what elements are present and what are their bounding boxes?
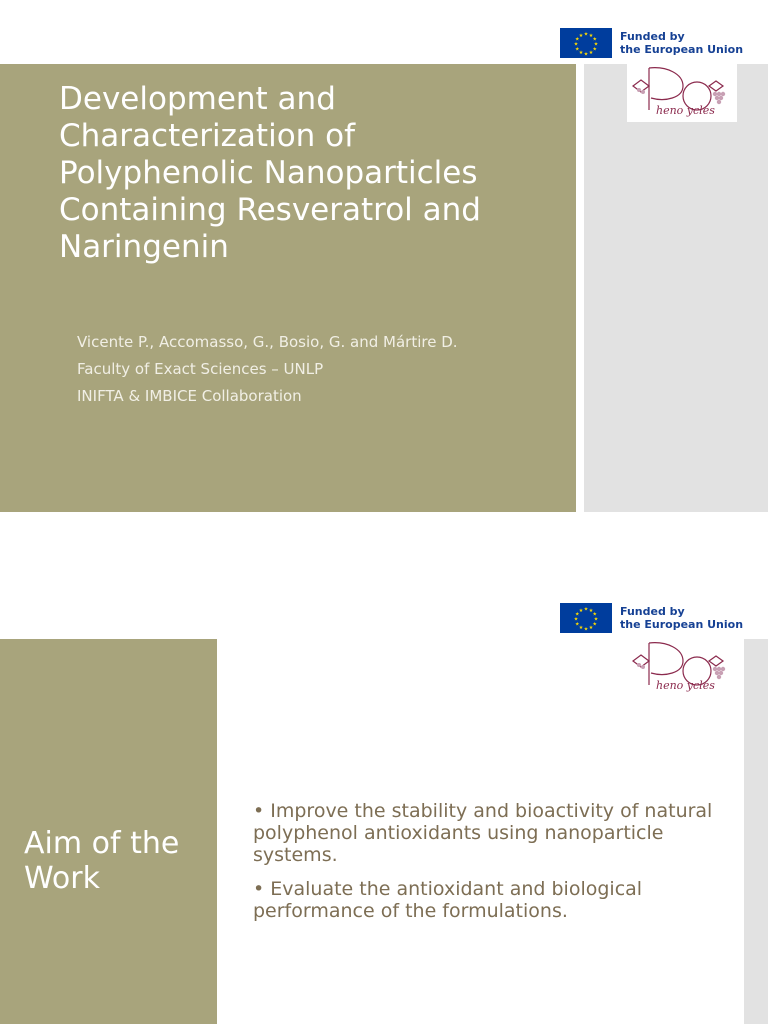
affiliation-line: Faculty of Exact Sciences – UNLP: [77, 360, 324, 378]
svg-text:★: ★: [578, 625, 584, 632]
svg-text:★: ★: [583, 51, 589, 58]
svg-text:★: ★: [575, 46, 580, 53]
svg-text:★: ★: [592, 46, 597, 53]
svg-text:★: ★: [592, 611, 597, 618]
eu-funding-badge: [560, 28, 743, 58]
svg-text:★: ★: [588, 32, 594, 39]
svg-text:★: ★: [573, 616, 579, 623]
svg-text:★: ★: [588, 50, 594, 57]
svg-text:★: ★: [588, 607, 594, 614]
bullet-item: • Evaluate the antioxidant and biological performance of the formulations.: [253, 878, 643, 922]
svg-text:★: ★: [588, 625, 594, 632]
funding-line-2: the European Union: [620, 43, 744, 56]
phenocycles-logo: [627, 64, 737, 122]
svg-text:★: ★: [575, 36, 580, 43]
funding-line-1: Funded by: [620, 605, 685, 618]
phenocycles-logo: [627, 639, 737, 697]
slide-title: Aim of the Work: [24, 826, 180, 896]
bullet-list: [253, 800, 723, 934]
slide-title: Development and Characterization of Polyphenolic Nanoparticles Containing Resveratrol and Naringenin: [59, 81, 481, 265]
logo-text: heno ycles: [656, 679, 715, 692]
funding-line-2: the European Union: [620, 618, 744, 631]
svg-text:★: ★: [592, 36, 597, 43]
eu-funding-badge: [560, 603, 743, 633]
svg-text:★: ★: [592, 621, 597, 628]
side-panel: [584, 64, 768, 512]
svg-text:★: ★: [593, 41, 599, 48]
aim-slide: [0, 575, 768, 1024]
svg-text:★: ★: [583, 31, 589, 38]
eu-flag-icon: [560, 603, 612, 633]
collaboration-line: INIFTA & IMBICE Collaboration: [77, 387, 302, 405]
authors-line: Vicente P., Accomasso, G., Bosio, G. and Mártire D.: [77, 333, 458, 351]
svg-text:★: ★: [578, 50, 584, 57]
eu-flag-icon: [560, 28, 612, 58]
svg-text:★: ★: [583, 626, 589, 633]
funding-line-1: Funded by: [620, 30, 685, 43]
svg-text:★: ★: [575, 611, 580, 618]
bullet-item: • Improve the stability and bioactivity of natural polyphenol antioxidants using nanoparticle systems.: [253, 800, 713, 866]
svg-text:★: ★: [573, 41, 579, 48]
svg-text:★: ★: [578, 607, 584, 614]
slide-subtitle: [77, 329, 557, 410]
svg-text:★: ★: [593, 616, 599, 623]
svg-text:★: ★: [575, 621, 580, 628]
logo-text: heno ycles: [656, 104, 715, 117]
svg-text:★: ★: [578, 32, 584, 39]
side-panel: [744, 639, 768, 1024]
svg-text:★: ★: [583, 606, 589, 613]
